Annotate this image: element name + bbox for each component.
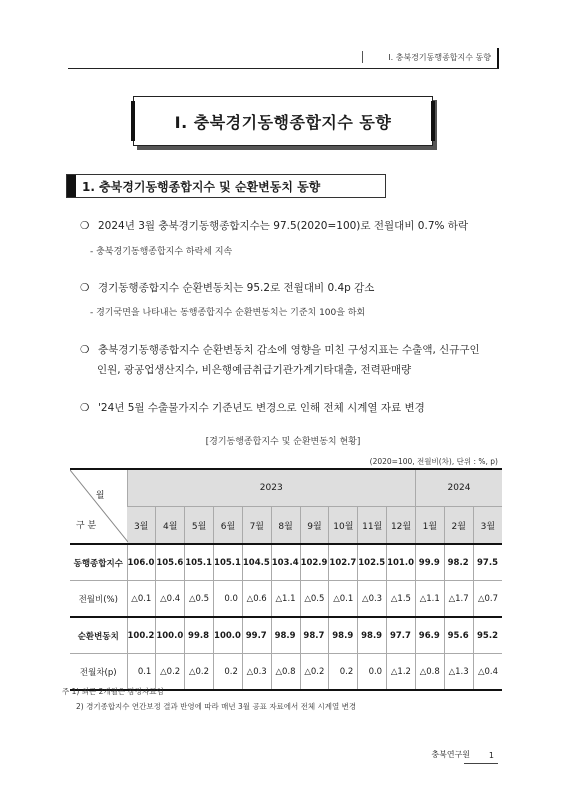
bullet-icon: ❍: [80, 402, 90, 414]
row-label: 전월차(p): [70, 654, 127, 691]
table-cell: 97.5: [473, 544, 502, 581]
row-label: 전월비(%): [70, 581, 127, 618]
year-header-2023: 2023: [127, 469, 415, 507]
table-cell: △0.7: [473, 581, 502, 618]
table-cell: △0.4: [156, 581, 185, 618]
table-cell: 0.1: [127, 654, 156, 691]
table-cell: 98.9: [358, 617, 387, 654]
month-header: 1월: [415, 507, 444, 545]
table-cell: 99.7: [242, 617, 271, 654]
table-cell: 98.2: [444, 544, 473, 581]
table-cell: △0.6: [242, 581, 271, 618]
table-cell: 95.6: [444, 617, 473, 654]
chapter-box-left-bar: [131, 101, 135, 141]
table-cell: 104.5: [242, 544, 271, 581]
table-cell: △1.1: [271, 581, 300, 618]
table-cell: 101.0: [387, 544, 416, 581]
table-cell: 100.2: [127, 617, 156, 654]
corner-diagonal: [70, 470, 128, 542]
table-corner-cell: [70, 469, 127, 544]
paragraph-1-text: 2024년 3월 충북경기동행종합지수는 97.5(2020=100)로 전월대비 0.7% 하락: [98, 220, 469, 232]
table-cell: △0.2: [185, 654, 214, 691]
table-month-row: [70, 507, 502, 545]
running-title: Ⅰ. 충북경기동행종합지수 동향: [388, 53, 491, 62]
month-header: 6월: [214, 507, 243, 545]
table-cell: 102.9: [300, 544, 329, 581]
chapter-title: Ⅰ. 충북경기동행종합지수 동향: [174, 112, 392, 132]
month-header: 5월: [185, 507, 214, 545]
table-cell: 97.7: [387, 617, 416, 654]
month-header: 3월: [473, 507, 502, 545]
month-header: 11월: [358, 507, 387, 545]
paragraph-2: [80, 280, 374, 295]
table-cell: 105.1: [185, 544, 214, 581]
corner-category-label: 구 분: [76, 521, 97, 531]
section-title: 1. 충북경기동행종합지수 및 순환변동치 동향: [82, 179, 321, 194]
row-label: 동행종합지수: [70, 544, 127, 581]
month-header: 3월: [127, 507, 156, 545]
year-header-2024: 2024: [415, 469, 502, 507]
table-cell: 0.0: [358, 654, 387, 691]
month-header: 10월: [329, 507, 358, 545]
table-cell: 96.9: [415, 617, 444, 654]
table-cell: 0.0: [214, 581, 243, 618]
paragraph-3-text: 충북경기동행종합지수 순환변동치 감소에 영향을 미친 구성지표는 수출액, 신규구인: [98, 344, 480, 356]
table-cell: 103.4: [271, 544, 300, 581]
table-cell: 100.0: [214, 617, 243, 654]
table-notes: [62, 684, 356, 714]
table-cell: △0.3: [242, 654, 271, 691]
paragraph-4-text: '24년 5월 수출물가지수 기준년도 변경으로 인해 전체 시계열 자료 변경: [98, 402, 425, 414]
table-cell: 99.8: [185, 617, 214, 654]
paragraph-2-sub: - 경기국면을 나타내는 동행종합지수 순환변동치는 기준치 100을 하회: [90, 308, 366, 318]
table-cell: △0.1: [329, 581, 358, 618]
month-header: 12월: [387, 507, 416, 545]
paragraph-3: [80, 342, 480, 357]
bullet-icon: ❍: [80, 344, 90, 356]
month-header: 8월: [271, 507, 300, 545]
table-cell: △0.1: [127, 581, 156, 618]
footer-page-number: 1: [488, 751, 494, 760]
table-cell: 95.2: [473, 617, 502, 654]
paragraph-1-sub: - 충북경기동행종합지수 하락세 지속: [90, 247, 233, 257]
chapter-title-box: [133, 96, 433, 146]
chapter-box-right-bar: [431, 101, 435, 141]
section-marker: [67, 175, 76, 197]
table-cell: 99.9: [415, 544, 444, 581]
table-cell: △1.3: [444, 654, 473, 691]
table-cell: 0.2: [329, 654, 358, 691]
table-cell: △0.5: [185, 581, 214, 618]
table-cell: △0.5: [300, 581, 329, 618]
table-cell: 105.1: [214, 544, 243, 581]
row-label: 순환변동치: [70, 617, 127, 654]
table-cell: △0.8: [271, 654, 300, 691]
footer-publisher: 충북연구원: [431, 750, 470, 759]
table-cell: △0.4: [473, 654, 502, 691]
section-heading: [66, 174, 386, 198]
month-header: 9월: [300, 507, 329, 545]
paragraph-2-text: 경기동행종합지수 순환변동치는 95.2로 전월대비 0.4p 감소: [98, 282, 375, 294]
bullet-icon: ❍: [80, 220, 90, 232]
table-cell: △1.1: [415, 581, 444, 618]
table-unit-note: (2020=100, 전월비(차), 단위 : %, p): [369, 457, 498, 466]
table-caption: [경기동행종합지수 및 순환변동치 현황]: [205, 437, 361, 447]
table-cell: △0.2: [300, 654, 329, 691]
header-end-bar: [497, 48, 499, 68]
note-2: 2) 경기종합지수 연간보정 결과 반영에 따라 매년 3월 공표 자료에서 전체 시계열 변경: [76, 702, 357, 711]
running-header: [68, 48, 499, 69]
table-cell: 98.9: [329, 617, 358, 654]
table-cell: △0.8: [415, 654, 444, 691]
table-cell: △0.2: [156, 654, 185, 691]
paragraph-3-continuation: 인원, 광공업생산지수, 비은행예금취급기관가계기타대출, 전력판매량: [97, 364, 412, 376]
month-header: 2월: [444, 507, 473, 545]
table-row: [70, 581, 502, 618]
table-cell: 0.2: [214, 654, 243, 691]
table-cell: 102.5: [358, 544, 387, 581]
table-cell: △1.7: [444, 581, 473, 618]
table-row: [70, 544, 502, 581]
index-table: [70, 468, 502, 691]
bullet-icon: ❍: [80, 282, 90, 294]
header-divider: [362, 51, 363, 63]
table-cell: △1.5: [387, 581, 416, 618]
note-1: 주 1) 최근 2개월은 잠정자료임: [62, 687, 164, 696]
table-cell: 100.0: [156, 617, 185, 654]
table-cell: 106.0: [127, 544, 156, 581]
table-year-row: [70, 469, 502, 507]
table-cell: 98.7: [300, 617, 329, 654]
table-cell: △1.2: [387, 654, 416, 691]
table-cell: 105.6: [156, 544, 185, 581]
table-row: [70, 617, 502, 654]
table-cell: △0.3: [358, 581, 387, 618]
paragraph-1: [80, 218, 468, 233]
footer-rule: [464, 763, 498, 764]
table-cell: 98.9: [271, 617, 300, 654]
month-header: 7월: [242, 507, 271, 545]
month-header: 4월: [156, 507, 185, 545]
table-cell: 102.7: [329, 544, 358, 581]
paragraph-4: [80, 400, 425, 415]
corner-month-label: 월: [95, 491, 105, 501]
